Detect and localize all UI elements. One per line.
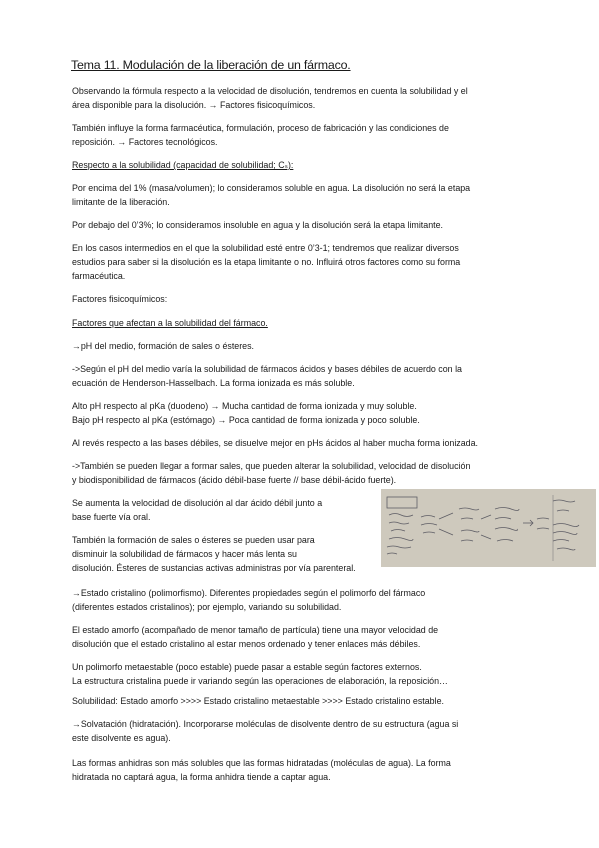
text-line: Bajo pH respecto al pKa (estómago) → Poca cantidad de forma ionizada y poco soluble. <box>72 415 420 425</box>
text-line: →Solvatación (hidratación). Incorporarse moléculas de disolvente dentro de su estructura (agua si <box>72 719 459 729</box>
text-line: Las formas anhidras son más solubles que las formas hidratadas (moléculas de agua). La forma <box>72 758 451 768</box>
solvation-paragraph-2 <box>72 756 451 784</box>
solubility-heading: Respecto a la solubilidad (capacidad de solubilidad; Cₛ): <box>72 160 294 170</box>
intro2-paragraph <box>72 121 449 149</box>
solubility-paragraph-1 <box>72 181 470 209</box>
text-line: Alto pH respecto al pKa (duodeno) → Mucha cantidad de forma ionizada y muy soluble. <box>72 401 417 411</box>
text-line: hidratada no captará agua, la forma anhidra tiende a captar agua. <box>72 772 331 782</box>
text-line: →pH del medio, formación de sales o ésteres. <box>72 341 255 351</box>
handwritten-notes-photo <box>381 489 596 567</box>
ph-paragraph-1 <box>72 362 462 390</box>
text-line: limitante de la liberación. <box>72 197 170 207</box>
text-line: disolución que el estado cristalino al estar menos ordenado y tener enlaces más débiles. <box>72 639 421 649</box>
text-line: Al revés respecto a las bases débiles, se disuelve mejor en pHs ácidos al haber mucha forma ionizada. <box>72 438 478 448</box>
text-line: Se aumenta la velocidad de disolución al dar ácido débil junto a <box>72 498 323 508</box>
salt-paragraph-2 <box>72 533 356 575</box>
text-line: También influye la forma farmacéutica, formulación, proceso de fabricación y las condiciones de <box>72 123 449 133</box>
text-line: Por encima del 1% (masa/volumen); lo consideramos soluble en agua. La disolución no será la etapa <box>72 183 471 193</box>
text-line: y biodisponibilidad de fármacos (ácido débil-base fuerte // base débil-ácido fuerte). <box>72 475 397 485</box>
solvation-paragraph-1 <box>72 717 458 745</box>
text-line: También la formación de sales o ésteres se pueden usar para <box>72 535 315 545</box>
intro-paragraph <box>72 84 468 112</box>
text-line: disolución. Ésteres de sustancias activas administras por vía parenteral. <box>72 563 356 573</box>
solubility-paragraph-2 <box>72 218 443 232</box>
text-line: Un polimorfo metaestable (poco estable) puede pasar a estable según factores externos. <box>72 662 422 672</box>
text-line: ->También se pueden llegar a formar sales, que pueden alterar la solubilidad, velocidad de disolución <box>72 461 471 471</box>
factors-subheading: Factores que afectan a la solubilidad del fármaco. <box>72 318 268 328</box>
text-line: (diferentes estados cristalinos); por ejemplo, variando su solubilidad. <box>72 602 342 612</box>
text-line: área disponible para la disolución. → Factores fisicoquímicos. <box>72 100 316 110</box>
text-line: farmacéutica. <box>72 271 126 281</box>
ph-paragraph-3 <box>72 436 478 450</box>
ph-paragraph-2 <box>72 399 420 427</box>
text-line: Por debajo del 0’3%; lo consideramos insoluble en agua y la disolución será la etapa limitante. <box>72 220 444 230</box>
text-line: Observando la fórmula respecto a la velocidad de disolución, tendremos en cuenta la solubilidad y el <box>72 86 468 96</box>
factors-heading: Factores fisicoquímicos: <box>72 294 168 304</box>
crystal-paragraph-1 <box>72 586 425 614</box>
text-line: estudios para saber si la disolución es la etapa limitante o no. Influirá otros factores como su forma <box>72 257 461 267</box>
text-line: ->Según el pH del medio varía la solubilidad de fármacos ácidos y bases débiles de acuerdo con la <box>72 364 462 374</box>
text-line: ecuación de Henderson-Hasselbach. La forma ionizada es más soluble. <box>72 378 355 388</box>
crystal-paragraph-2 <box>72 623 438 651</box>
text-line: El estado amorfo (acompañado de menor tamaño de partícula) tiene una mayor velocidad de <box>72 625 439 635</box>
text-line: este disolvente es agua). <box>72 733 171 743</box>
crystal-paragraph-4 <box>72 694 444 708</box>
handwritten-notes-drawing <box>381 489 596 567</box>
document-title: Tema 11. Modulación de la liberación de un fármaco. <box>71 58 351 72</box>
text-line: La estructura cristalina puede ir variando según las operaciones de elaboración, la reposición… <box>72 676 448 686</box>
text-line: disminuir la solubilidad de fármacos y hacer más lenta su <box>72 549 297 559</box>
text-line: En los casos intermedios en el que la solubilidad esté entre 0’3-1; tendremos que realizar diversos <box>72 243 459 253</box>
crystal-paragraph-3 <box>72 660 448 688</box>
text-line: reposición. → Factores tecnológicos. <box>72 137 218 147</box>
text-line: Solubilidad: Estado amorfo >>>> Estado cristalino metaestable >>>> Estado cristalino estable. <box>72 696 444 706</box>
salt-paragraph-1 <box>72 496 322 524</box>
ph-paragraph-4 <box>72 459 470 487</box>
ph-heading <box>72 339 254 353</box>
solubility-paragraph-3 <box>72 241 460 283</box>
text-line: →Estado cristalino (polimorfismo). Diferentes propiedades según el polimorfo del fármaco <box>72 588 426 598</box>
text-line: base fuerte vía oral. <box>72 512 151 522</box>
